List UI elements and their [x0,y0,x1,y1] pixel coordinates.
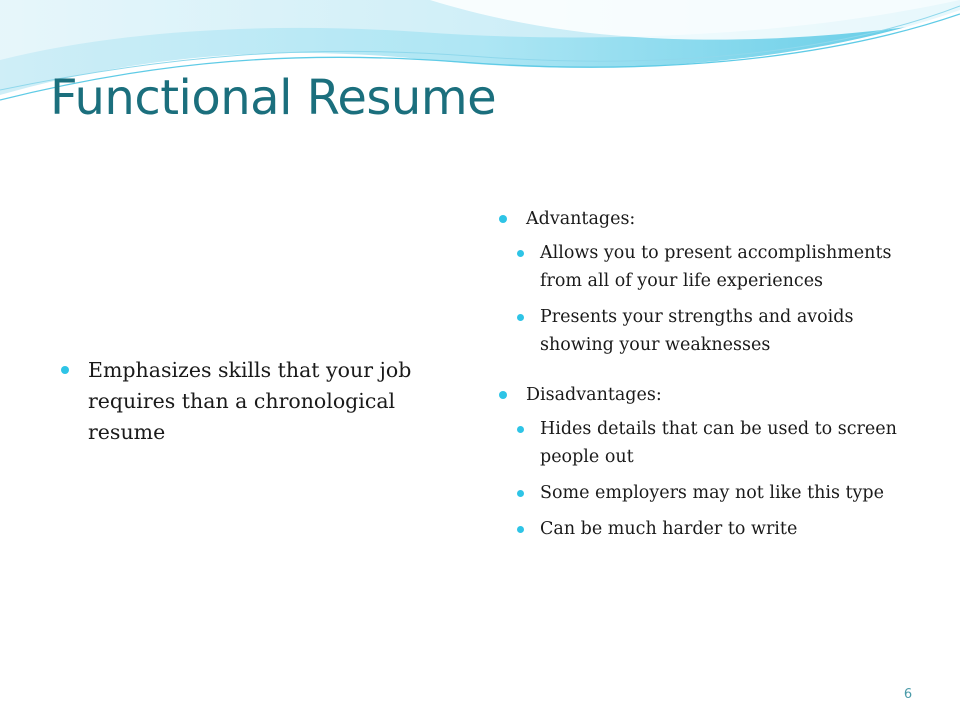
disadvantage-item [526,479,928,507]
left-bullet-item [60,355,460,448]
disadvantages-heading: Disadvantages: [526,385,662,405]
bullet-dot-icon [517,314,524,321]
bullet-dot-icon [499,391,507,399]
bullet-dot-icon [517,526,524,533]
advantages-section [498,205,928,359]
page-number: 6 [903,687,913,702]
bullet-dot-icon [517,250,524,257]
advantage-item [526,303,928,359]
bullet-dot-icon [61,366,69,374]
disadvantage-text: Hides details that can be used to screen people out [540,419,897,467]
disadvantages-list [526,415,928,543]
advantage-item [526,239,928,295]
advantages-list [526,239,928,359]
bullet-dot-icon [517,490,524,497]
advantage-text: Presents your strengths and avoids showing your weaknesses [540,307,854,355]
slide-title: Functional Resume [50,70,497,126]
advantage-text: Allows you to present accomplishments from all of your life experiences [540,243,892,291]
advantages-heading: Advantages: [526,209,636,229]
disadvantage-item [526,515,928,543]
left-bullet-list [60,355,460,448]
right-bullet-list [498,205,928,543]
disadvantage-item [526,415,928,471]
left-bullet-text: Emphasizes skills that your job requires than a chronological resume [88,358,412,444]
disadvantages-section [498,381,928,543]
bullet-dot-icon [499,215,507,223]
disadvantage-text: Some employers may not like this type [540,483,884,503]
disadvantage-text: Can be much harder to write [540,519,798,539]
bullet-dot-icon [517,426,524,433]
